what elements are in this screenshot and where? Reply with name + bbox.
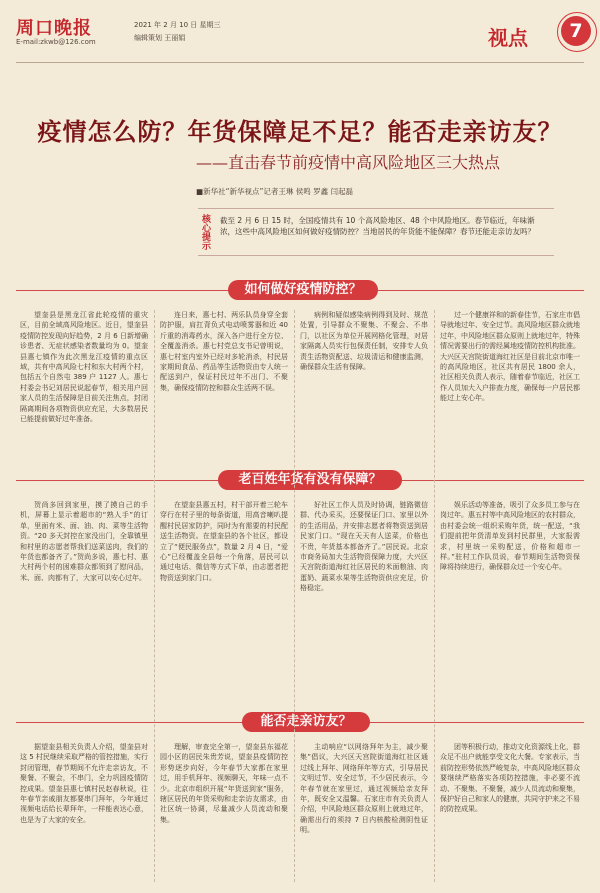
key-summary-label: 核心提示	[200, 214, 210, 250]
text-column	[300, 742, 428, 882]
section-heading: 能否走亲访友？	[242, 712, 370, 732]
article-title: 疫情怎么防？年货保障足不足？能否走亲访友？	[37, 117, 563, 146]
column-divider	[154, 310, 155, 882]
paragraph: 在望奎县惠五村，村干部开着三轮车穿行在村子里的每条街道，用高音喇叭提醒村民居家防护，同时为有需要的村民配送生活物资。在望奎县的各个社区，都设立了“便民服务点”，数量 2 月 4 日，“爱心”已经覆盖全县每一个角落，居民可以通过电话、微信等方式下单，由志愿者把物资送到家门口。	[160, 501, 288, 582]
text-column	[20, 742, 148, 882]
text-column	[160, 500, 288, 695]
paragraph: 主动响应“以网络拜年为主，减少聚集”倡议，大兴区天宫院街道海红社区通过线上拜年、网络拜年等方式，引导居民文明过节、安全过节，不少居民表示，今年春节就在家里过，通过视频给亲友拜年，既安全又温馨。石家庄市有关负责人介绍，中风险地区群众原则上就地过年，确需出行的须持 7 日内核酸检测阴性证明。	[300, 743, 428, 835]
text-column	[300, 500, 428, 695]
text-column	[20, 500, 148, 695]
section-heading: 如何做好疫情防控？	[228, 280, 378, 300]
header-email: E-mail:zkwb@126.com	[16, 38, 96, 46]
paragraph: 理解，审查完全第一，望奎县东福花园小区的居民朱贵芳说，望奎县疫情防控形势逐步向好，今年春节大家都在家里过，用手机拜年、视频聊天，年味一点不少。北京市组织开展“年货送到家”服务，辖区居民的年货采购和走亲访友需求，由社区统一协调，尽量减少人员流动和聚集。	[160, 743, 288, 824]
header-date: 2021 年 2 月 10 日 星期三	[134, 21, 221, 29]
section-heading-bar	[16, 470, 584, 490]
key-summary-box	[198, 208, 554, 256]
paragraph: 望奎县是黑龙江省此轮疫情的重灾区，目前全域高风险地区。近日，望奎县疫情防控发现向好趋势，2 月 6 日新增确诊患者、无症状感染者数量均为 0。望奎县惠七镇作为此次黑龙江疫情的重点区域，共有中高风险七村和东大村两个村，包括五个自然屯 389 户 1127 人。惠七村委会书记刘居民说起春节，相关用户回家人员的生活保障是目前关注焦点，封闭隔离期间各项物资供应充足，大多数居民已能提前做好过年准备。	[20, 311, 148, 424]
text-column	[440, 310, 580, 455]
paragraph: 过一个健康祥和的新春佳节，石家庄市倡导就地过年、安全过节。高风险地区群众就地过年，中风险地区群众原则上就地过年，特殊情况需要出行的需经属地疫情防控机构批准。大兴区天宫院街道海红社区是目前北京市唯一的高风险地区，社区共有居民 1800 余人，社区相关负责人表示，随着春节临近，社区工作人员加大入户排查力度，确保每一户居民都能过上安心年。	[440, 311, 580, 403]
newspaper-logo: 周口晚报	[16, 18, 92, 39]
paragraph: 贺尚多回到家里，摸了摸自己的手机，屏幕上显示着超市的“熟人手”的订单，里面有米、面、油、肉、菜等生活物资。“20 多天封控在家没出门，全靠镇里和村里的志愿者帮我们送菜送肉，我们的年货也都备齐了。”贺尚多说，惠七村、惠大村两个村的困难群众都领到了慰问品，米、面、肉都有了，大家可以安心过年。	[20, 501, 148, 582]
paragraph: 娱乐活动等准备，吸引了众多员工参与在岗过年。惠五村等中高风险地区的农村群众，由村委会统一组织采购年货，统一配送，“我们提前把年货清单发到村民群里，大家报需求，村里统一采购配送，价格和超市一样。”驻村工作队员说，春节期间生活物资保障将持续进行，确保群众过一个安心年。	[440, 501, 580, 572]
section-heading-bar	[16, 712, 584, 732]
text-column	[160, 742, 288, 882]
section-heading: 老百姓年货有没有保障？	[218, 470, 402, 490]
text-column	[440, 742, 580, 882]
column-divider	[294, 310, 295, 882]
header-editor: 编辑策划 王丽娟	[134, 34, 186, 42]
text-column	[300, 310, 428, 455]
article-subtitle: ——直击春节前疫情中高风险地区三大热点	[196, 153, 501, 172]
text-column	[440, 500, 580, 695]
paragraph: 病例和疑似感染病例得到及时、规范处置，引导群众不聚集、不聚会、不串门，以社区为单位开展网格化管理，对居家隔离人员实行包保责任制，安排专人负责生活物资配送、垃圾清运和健康监测，确保群众生活有保障。	[300, 311, 428, 372]
paragraph: 团等积极行动，推动文化资源线上化，群众足不出户就能享受文化大餐。专家表示，当前防控形势依然严峻复杂，中高风险地区群众要继续严格落实各项防控措施，非必要不流动、不聚集、不聚餐，减少人员流动和聚集，保护好自己和家人的健康，共同守护来之不易的防控成果。	[440, 743, 580, 814]
text-column	[20, 310, 148, 455]
key-summary-text: 截至 2 月 6 日 15 时，全国疫情共有 10 个高风险地区、48 个中风险地区。春节临近，年味渐浓，这些中高风险地区如何做好疫情防控？当地居民的年货能不能保障？春节还能走亲访友吗？	[220, 216, 535, 236]
paragraph: 据望奎县相关负责人介绍，望奎县对这 5 村民继续采取严格的管控措施，实行封闭管理，春节期间不允许走亲访友，不聚餐、不聚会，不串门，全力巩固疫情防控成果。望奎县惠七镇村民赵春秋说，往年春节亲戚朋友都要串门拜年，今年通过视频电话给长辈拜年，一样能表达心意，也是为了大家的安全。	[20, 743, 148, 824]
section-name: 视点	[488, 26, 528, 50]
text-column	[160, 310, 288, 455]
page-number-badge: 7	[561, 16, 591, 46]
article-byline: ■新华社“新华视点”记者王琳 侯鸣 罗鑫 闫起磊	[196, 187, 354, 196]
column-divider	[434, 310, 435, 882]
section-heading-bar	[16, 280, 584, 300]
paragraph: 连日来，惠七村、两乐队员身穿全套防护服，肩扛背负式电动喷雾器和近 40 斤重的消毒药水，深入各户进行全方位、全覆盖消杀。惠七村党总支书记曾明说，惠七村室内室外已经对多轮消杀，村民居家期间食品、药品等生活物资由专人统一配送到户，保证村民过年不出门、不聚集，确保疫情防控和群众生活两不误。	[160, 311, 288, 392]
page-header	[16, 14, 584, 63]
paragraph: 好社区工作人员及时协调，链路微信群、代办采买，还要保证门口、家里以外的生活用品，并安排志愿者将物资送到居民家门口。“现在天天有人送菜，价格也不贵，年货基本都备齐了。”居民说。北京市商务局加大生活物资保障力度，大兴区天宫院街道海红社区居民的米面粮油、肉蛋奶、蔬菜水果等生活物资供应充足，价格稳定。	[300, 501, 428, 593]
